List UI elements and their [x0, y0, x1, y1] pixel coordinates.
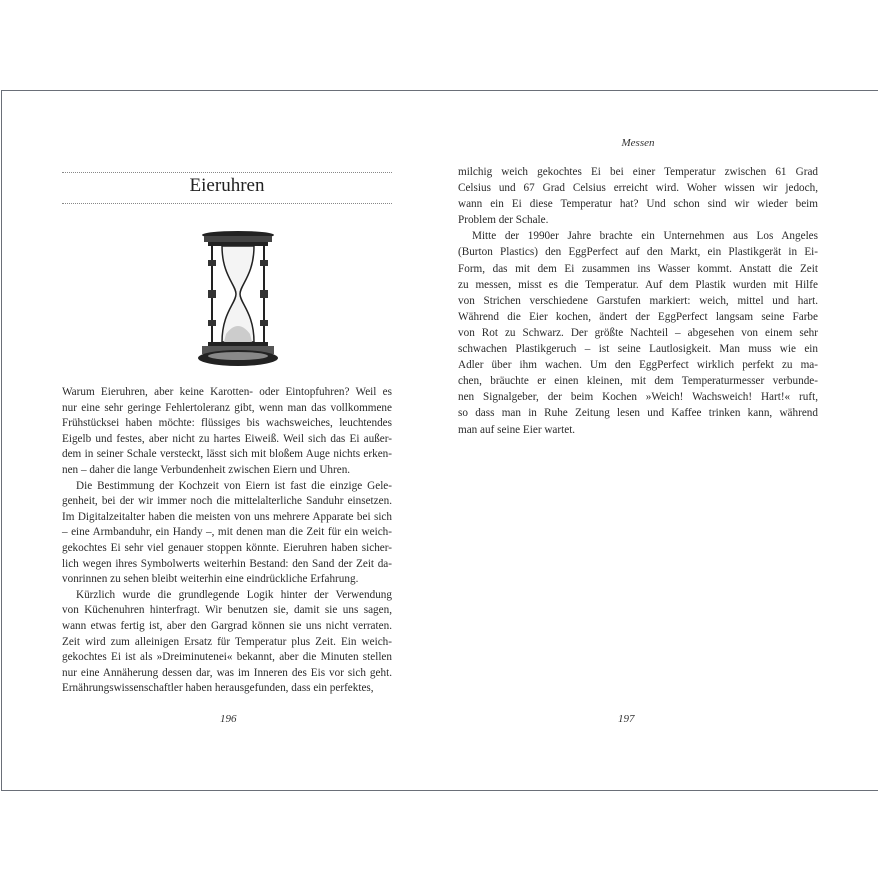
- text-line: gekochtes Ei ist als »Dreiminutenei« bekannt, aber die Minuten stellen: [62, 651, 392, 664]
- text-line: nen – daher die lange Verbundenheit zwischen Eiern und Uhren.: [62, 463, 351, 476]
- text-line: nen Signalgeber, der beim Kochen »Weich! Wachsweich! Hart!« ruft,: [458, 391, 818, 404]
- text-line: Adler über ihm wachen. Um den EggPerfect wirklich perfekt zu ma-: [458, 359, 818, 372]
- running-head: Messen: [621, 137, 655, 149]
- text-line: Mitte der 1990er Jahre brachte ein Unternehmen aus Los Angeles: [472, 230, 818, 243]
- text-line: dem in seiner Schale versteckt, lässt sich mit bloßem Auge nichts erken-: [62, 448, 392, 461]
- text-line: Problem der Schale.: [458, 214, 549, 227]
- text-line: lich wegen ihres Symbolwerts weiterhin Bestand: den Sand der Zeit da-: [62, 557, 392, 570]
- text-line: – eine Armbanduhr, ein Handy –, mit denen man die Zeit für ein weich-: [62, 526, 392, 539]
- left-page-body: [62, 385, 392, 697]
- text-line: schwachen Plastikgeruch – ist seine Lautlosigkeit. Man muss wie ein: [458, 343, 818, 356]
- text-line: Frühstücksei haben möchte: flüssiges bis wachsweiches, leuchtendes: [62, 417, 392, 430]
- text-line: genheit, bei der wir immer noch die mittelalterliche Sanduhr einsetzen.: [62, 495, 392, 508]
- title-rule-top: [62, 172, 392, 173]
- text-line: Celsius und 67 Grad Celsius erreicht wird. Woher wissen wir jedoch,: [458, 182, 818, 195]
- text-line: Während die Eier kochen, ändert der EggPerfect langsam seine Farbe: [458, 310, 818, 323]
- text-line: Eigelb und festes, aber nicht zu hartes Eiweiß. Weil sich das Ei außer-: [62, 432, 392, 445]
- text-line: wann ein Ei diese Temperatur hat? Und schon sind wir wieder beim: [458, 198, 818, 211]
- title-rule-bottom: [62, 203, 392, 204]
- chapter-title: Eieruhren: [189, 175, 265, 196]
- text-line: gekochtes Ei sehr viel genauer stoppen könnte. Eieruhren haben sicher-: [62, 541, 392, 554]
- text-line: zu messen, misst es die Temperatur. Auf dem Plastik wurden mit Hilfe: [458, 278, 818, 291]
- text-line: Die Bestimmung der Kochzeit von Eiern ist fast die einzige Gele-: [76, 479, 392, 492]
- text-line: (Burton Plastics) den EggPerfect auf den Markt, ein Plastikgerät in Ei-: [458, 246, 818, 259]
- text-line: nur eine Annäherung dessen dar, was im Inneren des Eis vor sich geht.: [62, 666, 392, 679]
- text-line: Warum Eieruhren, aber keine Karotten- oder Eintopfuhren? Weil es: [62, 386, 392, 398]
- text-line: von Strichen verschiedene Garstufen markiert: weich, mittel und hart.: [458, 294, 818, 307]
- text-line: Im Digitalzeitalter haben die meisten von uns mehrere Apparate bei sich: [62, 510, 392, 523]
- text-line: von Rot zu Schwarz. Der größte Nachteil – abgesehen von einem sehr: [458, 326, 818, 339]
- hourglass-illustration: [190, 230, 286, 368]
- page-number-right: 197: [618, 713, 635, 725]
- text-line: milchig weich gekochtes Ei bei einer Temperatur zwischen 61 Grad: [458, 166, 818, 178]
- text-line: nur eine sehr geringe Fehlertoleranz gibt, wenn man das vollkommene: [62, 401, 392, 414]
- text-line: Zeit wird zum alleinigen Ersatz für Temperatur plus Zeit. Ein weich-: [62, 635, 392, 648]
- text-line: von Küchenuhren hinterfragt. Wir benutzen sie, damit sie uns sagen,: [62, 604, 392, 617]
- text-line: Form, das mit dem Ei zusammen ins Wasser kommt. Anstatt die Zeit: [458, 262, 818, 275]
- page-number-left: 196: [220, 713, 237, 725]
- text-line: Kürzlich wurde die grundlegende Logik hinter der Verwendung: [76, 588, 392, 601]
- text-line: Ernährungswissenschaftler haben herausgefunden, dass ein perfektes,: [62, 682, 374, 695]
- text-line: wann etwas fertig ist, aber den Gargrad können sie uns nicht verraten.: [62, 619, 392, 632]
- right-page-body: [458, 164, 818, 438]
- text-line: so dass man in Ruhe Zeitung lesen und Kaffee trinken kann, während: [458, 407, 818, 420]
- text-line: man auf seine Eier wartet.: [458, 423, 576, 436]
- text-line: chen, bräuchte er einen kleinen, mit dem Temperaturmesser verbunde-: [458, 375, 818, 388]
- text-line: vonrinnen zu sehen bleibt weiterhin eine eindrückliche Erfahrung.: [62, 573, 359, 586]
